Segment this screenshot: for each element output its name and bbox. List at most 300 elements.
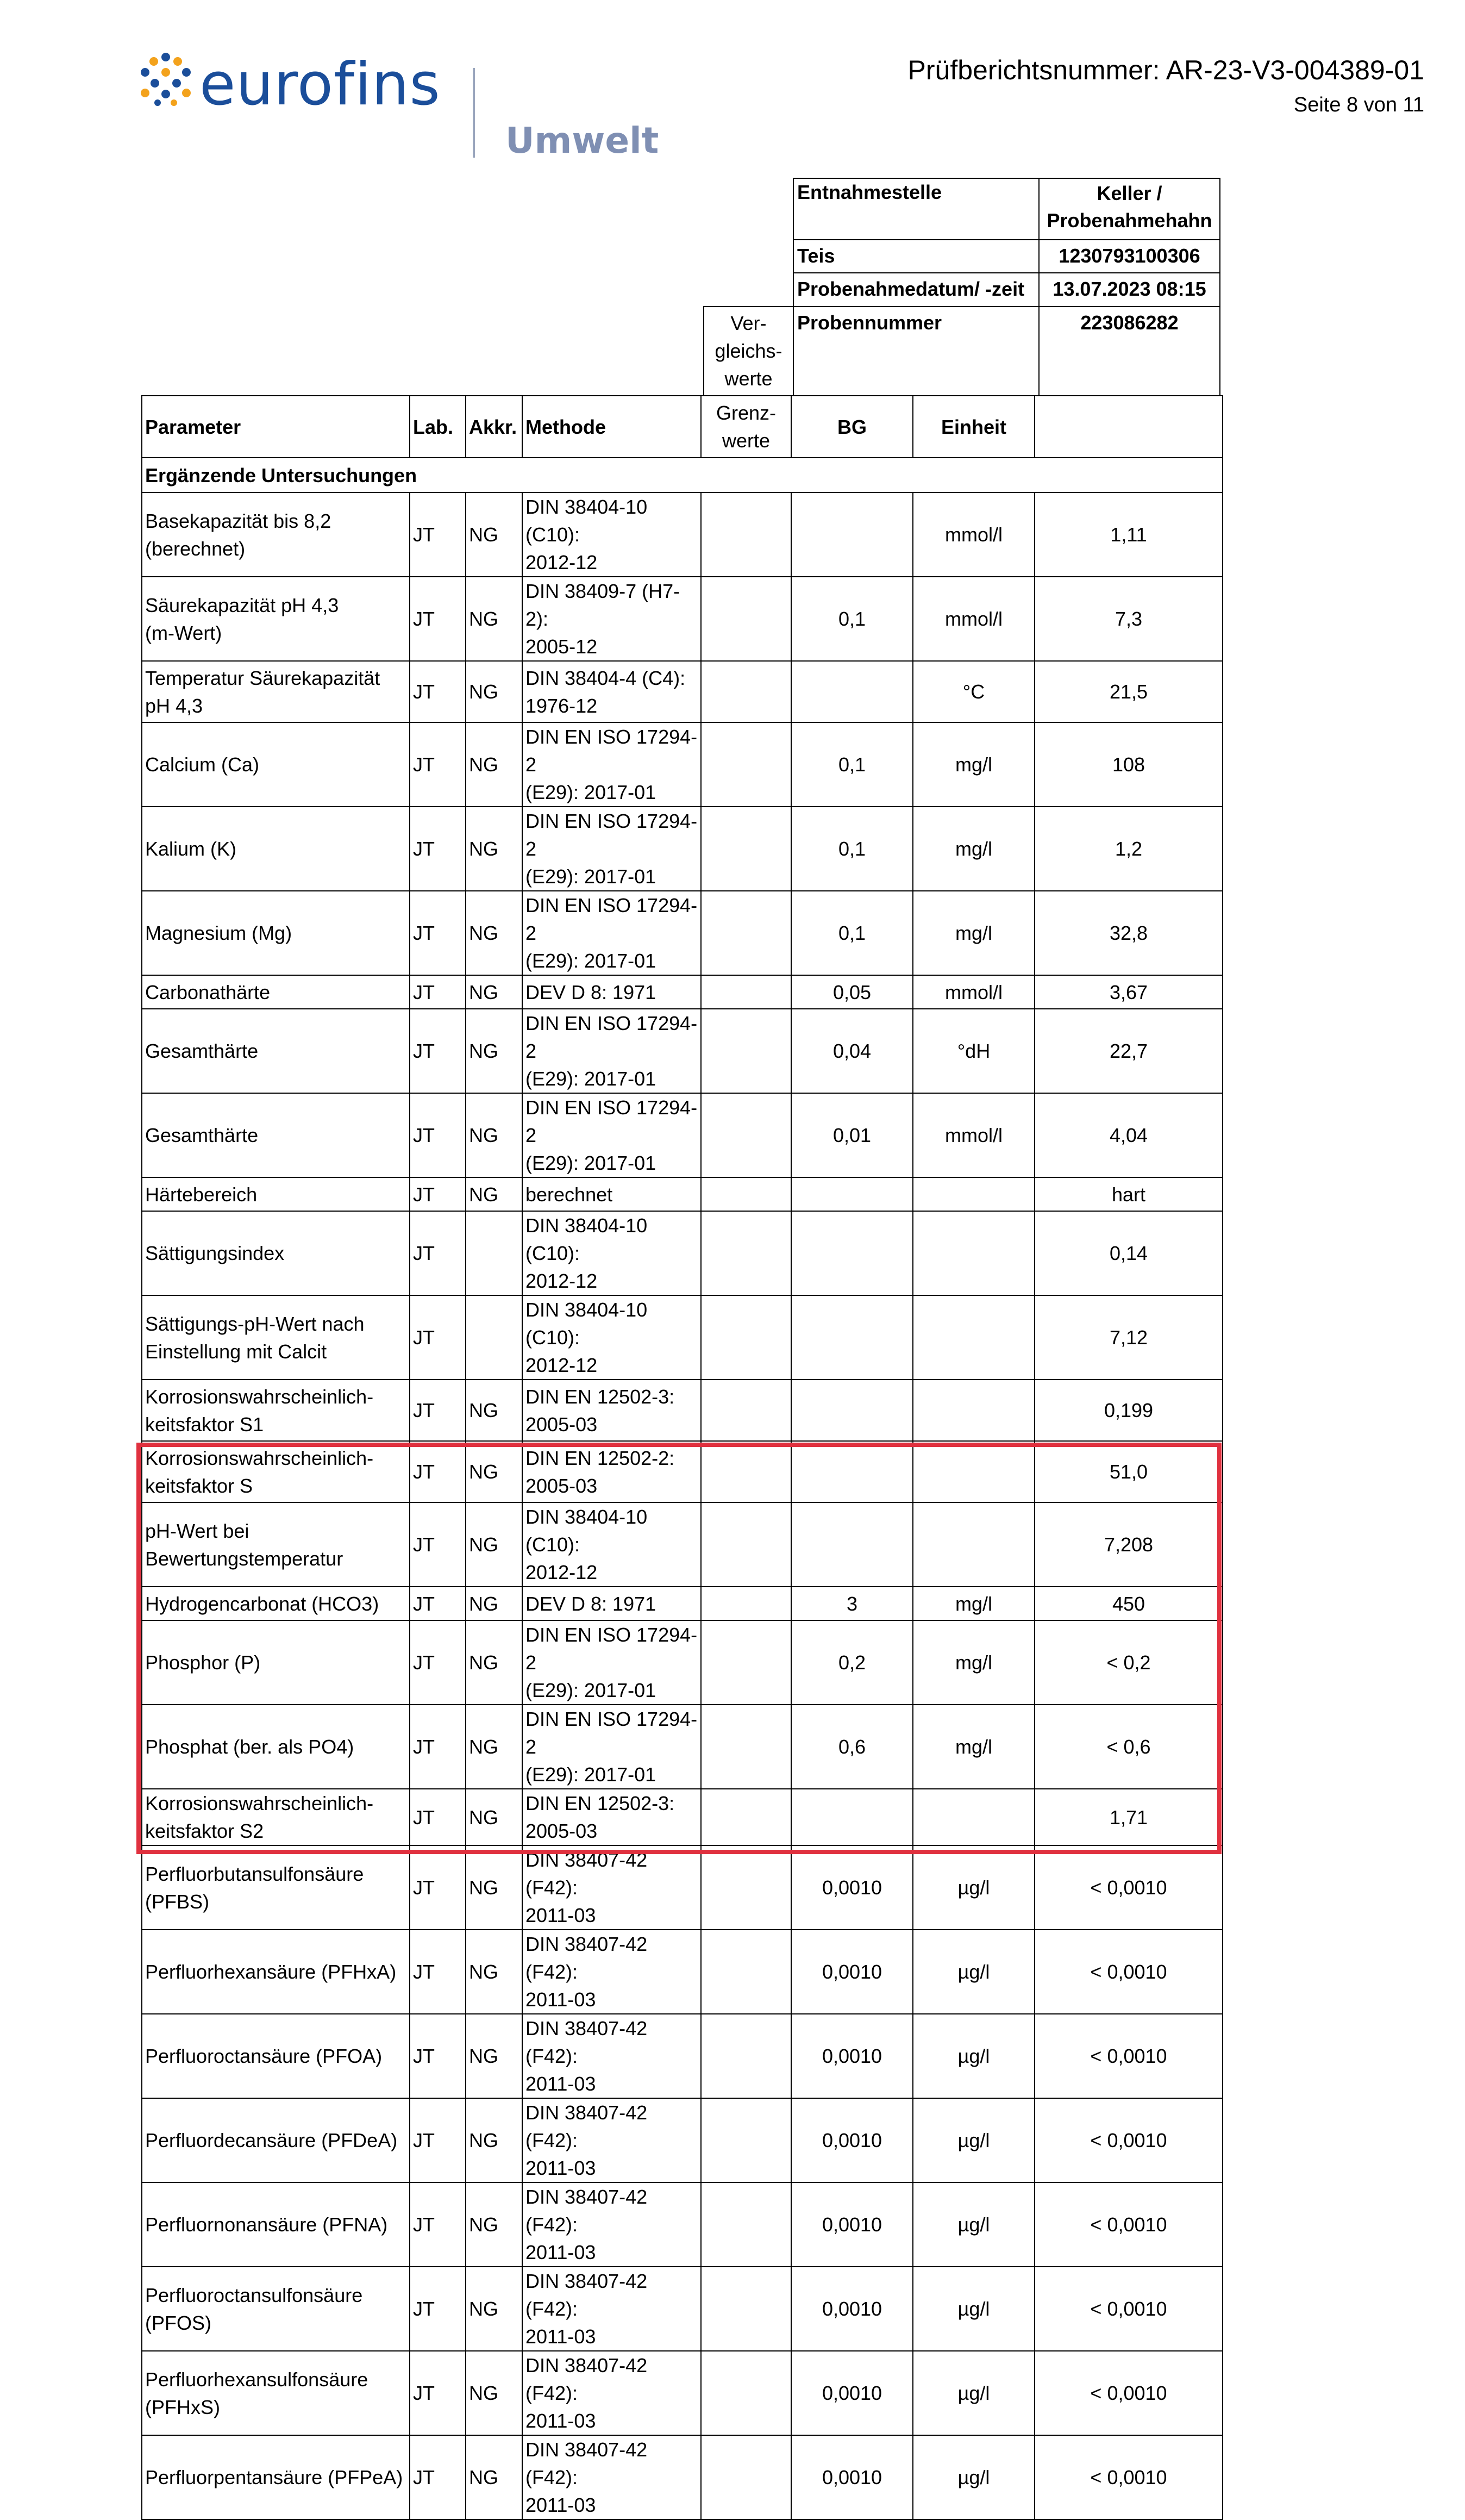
method-line1: DIN 38404-10 (C10): xyxy=(525,496,648,546)
header-grenzwerte xyxy=(701,396,791,458)
results-table xyxy=(141,395,1223,2520)
table-row xyxy=(142,1845,1223,1930)
table-row xyxy=(142,1441,1223,1502)
unit-cell: °C xyxy=(913,661,1035,722)
unit-cell: µg/l xyxy=(913,2098,1035,2182)
unit-cell: µg/l xyxy=(913,2435,1035,2519)
grenzwert-cell xyxy=(701,1211,791,1295)
method-line2: 2012-12 xyxy=(525,1270,598,1292)
parameter-cell xyxy=(142,577,410,661)
bg-cell: 0,04 xyxy=(791,1009,913,1093)
probennummer-value: 223086282 xyxy=(1038,306,1220,395)
akkr-cell: NG xyxy=(466,1441,522,1502)
lab-cell: JT xyxy=(410,1177,466,1211)
bg-cell: 0,0010 xyxy=(791,2267,913,2351)
akkr-cell: NG xyxy=(466,2014,522,2098)
grenzwert-cell xyxy=(701,1009,791,1093)
report-number: Prüfberichtsnummer: AR-23-V3-004389-01 xyxy=(907,55,1424,85)
eurofins-dots-icon xyxy=(139,52,193,106)
method-line1: DIN 38407-42 (F42): xyxy=(525,2438,648,2488)
akkr-cell: NG xyxy=(466,1930,522,2014)
parameter-name: Perfluoroctansäure (PFOA) xyxy=(145,2045,383,2067)
akkr-cell: NG xyxy=(466,1845,522,1930)
eurofins-logo xyxy=(139,51,659,166)
unit-cell: µg/l xyxy=(913,2014,1035,2098)
grenzwert-cell xyxy=(701,891,791,975)
table-row xyxy=(142,577,1223,661)
method-line1: DIN EN ISO 17294-2 xyxy=(525,726,698,776)
table-row xyxy=(142,1705,1223,1789)
lab-cell: JT xyxy=(410,1587,466,1620)
results-table-body xyxy=(142,396,1223,2519)
unit-cell: µg/l xyxy=(913,1845,1035,1930)
unit-cell: °dH xyxy=(913,1009,1035,1093)
akkr-cell: NG xyxy=(466,577,522,661)
bg-cell: 0,1 xyxy=(791,891,913,975)
parameter-name: Perfluorpentansäure (PFPeA) xyxy=(145,2466,403,2488)
parameter-cell xyxy=(142,1587,410,1620)
unit-cell: mmol/l xyxy=(913,492,1035,577)
parameter-name: Temperatur Säurekapazität xyxy=(145,666,380,689)
method-cell xyxy=(522,1930,701,2014)
parameter-name: Korrosionswahrscheinlich- xyxy=(145,1385,374,1408)
bg-cell: 0,0010 xyxy=(791,2014,913,2098)
lab-cell: JT xyxy=(410,2098,466,2182)
akkr-cell: NG xyxy=(466,1502,522,1587)
parameter-name-line2: Einstellung mit Calcit xyxy=(145,1340,327,1363)
method-cell xyxy=(522,2435,701,2519)
method-line1: berechnet xyxy=(525,1183,613,1206)
entnahmestelle-label: Entnahmestelle xyxy=(793,178,1038,239)
grenzwert-cell xyxy=(701,1620,791,1705)
akkr-cell: NG xyxy=(466,1380,522,1441)
table-row xyxy=(142,891,1223,975)
lab-cell: JT xyxy=(410,1705,466,1789)
parameter-name: Hydrogencarbonat (HCO3) xyxy=(145,1592,379,1615)
bg-cell: 0,2 xyxy=(791,1620,913,1705)
grenzwert-cell xyxy=(701,1845,791,1930)
parameter-cell xyxy=(142,1845,410,1930)
lab-cell: JT xyxy=(410,1930,466,2014)
method-line1: DEV D 8: 1971 xyxy=(525,1592,656,1615)
parameter-name: Phosphor (P) xyxy=(145,1651,261,1674)
table-row xyxy=(142,722,1223,807)
entnahmestelle-value-line1: Keller / xyxy=(1097,182,1162,204)
vergleichswerte-line2: gleichs- xyxy=(715,340,782,362)
parameter-cell xyxy=(142,807,410,891)
table-row xyxy=(142,2098,1223,2182)
akkr-cell: NG xyxy=(466,2435,522,2519)
method-cell xyxy=(522,975,701,1009)
unit-cell: mg/l xyxy=(913,891,1035,975)
parameter-name: Perfluorhexansulfonsäure xyxy=(145,2368,368,2391)
akkr-cell: NG xyxy=(466,492,522,577)
value-cell: 51,0 xyxy=(1035,1441,1223,1502)
grenzwert-cell xyxy=(701,2267,791,2351)
method-line1: DIN EN ISO 17294-2 xyxy=(525,1624,698,1674)
akkr-cell: NG xyxy=(466,1705,522,1789)
lab-cell: JT xyxy=(410,1620,466,1705)
parameter-cell xyxy=(142,1441,410,1502)
unit-cell xyxy=(913,1380,1035,1441)
grenzwert-cell xyxy=(701,975,791,1009)
method-line2: (E29): 2017-01 xyxy=(525,1152,656,1174)
parameter-name: Perfluoroctansulfonsäure xyxy=(145,2284,363,2306)
method-line2: 2011-03 xyxy=(525,2241,596,2263)
method-line2: 2011-03 xyxy=(525,2410,596,2432)
grenzwert-cell xyxy=(701,2014,791,2098)
method-line1: DIN 38409-7 (H7-2): xyxy=(525,580,680,630)
grenzwert-cell xyxy=(701,2351,791,2435)
parameter-cell xyxy=(142,1380,410,1441)
value-cell: 450 xyxy=(1035,1587,1223,1620)
table-row xyxy=(142,1211,1223,1295)
grenzwert-cell xyxy=(701,722,791,807)
parameter-name: Calcium (Ca) xyxy=(145,753,260,776)
bg-cell: 0,0010 xyxy=(791,2351,913,2435)
method-cell xyxy=(522,1211,701,1295)
value-cell: 4,04 xyxy=(1035,1093,1223,1177)
parameter-name: Gesamthärte xyxy=(145,1124,259,1146)
parameter-name: pH-Wert bei xyxy=(145,1519,249,1542)
vergleichswerte-header xyxy=(703,306,793,395)
bg-cell xyxy=(791,1211,913,1295)
parameter-cell xyxy=(142,975,410,1009)
teis-value: 1230793100306 xyxy=(1038,239,1220,272)
unit-cell xyxy=(913,1789,1035,1845)
lab-cell: JT xyxy=(410,2435,466,2519)
parameter-cell xyxy=(142,2014,410,2098)
value-cell: 7,3 xyxy=(1035,577,1223,661)
lab-cell: JT xyxy=(410,1295,466,1380)
table-row xyxy=(142,1380,1223,1441)
bg-cell xyxy=(791,1502,913,1587)
lab-cell: JT xyxy=(410,1845,466,1930)
value-cell: < 0,0010 xyxy=(1035,2182,1223,2267)
value-cell: 3,67 xyxy=(1035,975,1223,1009)
bg-cell xyxy=(791,1177,913,1211)
value-cell: 1,2 xyxy=(1035,807,1223,891)
value-cell: < 0,0010 xyxy=(1035,1930,1223,2014)
parameter-cell xyxy=(142,1705,410,1789)
lab-cell: JT xyxy=(410,1441,466,1502)
parameter-name: Phosphat (ber. als PO4) xyxy=(145,1736,354,1758)
logo-wordmark: eurofins xyxy=(199,51,441,118)
method-cell xyxy=(522,1380,701,1441)
header-bg: BG xyxy=(791,396,913,458)
akkr-cell: NG xyxy=(466,1009,522,1093)
value-cell: 7,208 xyxy=(1035,1502,1223,1587)
unit-cell: µg/l xyxy=(913,2351,1035,2435)
method-line1: DIN 38404-4 (C4): xyxy=(525,666,686,689)
bg-cell: 0,0010 xyxy=(791,2182,913,2267)
parameter-cell xyxy=(142,2351,410,2435)
method-line2: 1976-12 xyxy=(525,694,598,717)
value-cell: < 0,0010 xyxy=(1035,2267,1223,2351)
value-cell: 22,7 xyxy=(1035,1009,1223,1093)
parameter-name: Carbonathärte xyxy=(145,981,271,1003)
page-number: Seite 8 von 11 xyxy=(1293,93,1424,116)
method-line2: 2012-12 xyxy=(525,1561,598,1583)
parameter-cell xyxy=(142,2435,410,2519)
section-row xyxy=(142,458,1223,492)
parameter-name: Basekapazität bis 8,2 xyxy=(145,509,331,532)
bg-cell xyxy=(791,661,913,722)
table-row xyxy=(142,1930,1223,2014)
header-lab: Lab. xyxy=(410,396,466,458)
lab-cell: JT xyxy=(410,1502,466,1587)
method-cell xyxy=(522,492,701,577)
table-row xyxy=(142,1587,1223,1620)
parameter-cell xyxy=(142,2098,410,2182)
method-cell xyxy=(522,2267,701,2351)
bg-cell: 0,0010 xyxy=(791,2435,913,2519)
bg-cell: 0,1 xyxy=(791,577,913,661)
logo-divider xyxy=(473,68,475,158)
method-line2: (E29): 2017-01 xyxy=(525,865,656,888)
unit-cell: mg/l xyxy=(913,807,1035,891)
lab-cell: JT xyxy=(410,1211,466,1295)
parameter-cell xyxy=(142,492,410,577)
table-row xyxy=(142,975,1223,1009)
parameter-cell xyxy=(142,1211,410,1295)
grenzwert-cell xyxy=(701,1093,791,1177)
parameter-name: Sättigungsindex xyxy=(145,1242,285,1264)
parameter-cell xyxy=(142,2267,410,2351)
method-line1: DIN EN 12502-3: 2005-03 xyxy=(525,1385,675,1436)
method-cell xyxy=(522,1789,701,1845)
lab-cell: JT xyxy=(410,1009,466,1093)
unit-cell xyxy=(913,1211,1035,1295)
unit-cell xyxy=(913,1502,1035,1587)
parameter-cell xyxy=(142,722,410,807)
unit-cell: mg/l xyxy=(913,722,1035,807)
method-line1: DIN EN 12502-3: 2005-03 xyxy=(525,1792,675,1842)
lab-cell: JT xyxy=(410,722,466,807)
akkr-cell: NG xyxy=(466,2098,522,2182)
value-cell: 1,11 xyxy=(1035,492,1223,577)
parameter-name: Korrosionswahrscheinlich- xyxy=(145,1792,374,1814)
table-row xyxy=(142,1502,1223,1587)
unit-cell: mg/l xyxy=(913,1587,1035,1620)
parameter-name-line2: (PFHxS) xyxy=(145,2396,220,2418)
parameter-name-line2: keitsfaktor S xyxy=(145,1474,253,1497)
bg-cell: 3 xyxy=(791,1587,913,1620)
lab-cell: JT xyxy=(410,1093,466,1177)
grenzwert-cell xyxy=(701,1587,791,1620)
table-row xyxy=(142,2267,1223,2351)
bg-cell xyxy=(791,1295,913,1380)
bg-cell: 0,0010 xyxy=(791,1845,913,1930)
table-row xyxy=(142,2351,1223,2435)
bg-cell: 0,1 xyxy=(791,807,913,891)
method-line2: 2012-12 xyxy=(525,1354,598,1376)
method-line1: DIN 38404-10 (C10): xyxy=(525,1299,648,1349)
method-cell xyxy=(522,1845,701,1930)
parameter-name: Härtebereich xyxy=(145,1183,258,1206)
header-value xyxy=(1035,396,1223,458)
akkr-cell: NG xyxy=(466,1789,522,1845)
method-line2: (E29): 2017-01 xyxy=(525,1679,656,1701)
teis-label: Teis xyxy=(793,239,1038,272)
parameter-name-line2: keitsfaktor S2 xyxy=(145,1820,264,1842)
method-cell xyxy=(522,577,701,661)
unit-cell: µg/l xyxy=(913,2182,1035,2267)
value-cell: < 0,0010 xyxy=(1035,2435,1223,2519)
bg-cell xyxy=(791,1789,913,1845)
table-row xyxy=(142,2435,1223,2519)
grenzwert-cell xyxy=(701,2098,791,2182)
grenzwert-cell xyxy=(701,1295,791,1380)
parameter-name-line2: (PFOS) xyxy=(145,2311,211,2334)
method-line2: (E29): 2017-01 xyxy=(525,950,656,972)
table-header-row xyxy=(142,396,1223,458)
parameter-cell xyxy=(142,1009,410,1093)
bg-cell: 0,6 xyxy=(791,1705,913,1789)
method-line1: DIN 38407-42 (F42): xyxy=(525,1933,648,1983)
akkr-cell: NG xyxy=(466,1093,522,1177)
method-line1: DIN 38407-42 (F42): xyxy=(525,2101,648,2151)
bg-cell: 0,0010 xyxy=(791,2098,913,2182)
parameter-name-line2: (berechnet) xyxy=(145,537,246,560)
bg-cell: 0,1 xyxy=(791,722,913,807)
akkr-cell: NG xyxy=(466,975,522,1009)
method-line2: 2011-03 xyxy=(525,2073,596,2095)
method-cell xyxy=(522,891,701,975)
value-cell: 0,199 xyxy=(1035,1380,1223,1441)
akkr-cell: NG xyxy=(466,661,522,722)
method-line1: DIN 38407-42 (F42): xyxy=(525,2186,648,2236)
grenzwert-cell xyxy=(701,1502,791,1587)
bg-cell: 0,0010 xyxy=(791,1930,913,2014)
method-line2: 2011-03 xyxy=(525,2157,596,2179)
unit-cell: mmol/l xyxy=(913,577,1035,661)
value-cell: hart xyxy=(1035,1177,1223,1211)
value-cell: 7,12 xyxy=(1035,1295,1223,1380)
method-cell xyxy=(522,1295,701,1380)
grenzwert-cell xyxy=(701,1930,791,2014)
table-row xyxy=(142,1789,1223,1845)
probenahmedatum-label: Probenahmedatum/ -zeit xyxy=(793,272,1038,306)
parameter-name: Perfluorbutansulfonsäure xyxy=(145,1862,364,1885)
entnahmestelle-value xyxy=(1038,178,1220,239)
parameter-cell xyxy=(142,1177,410,1211)
method-line2: 2005-12 xyxy=(525,635,598,658)
parameter-cell xyxy=(142,1502,410,1587)
method-cell xyxy=(522,722,701,807)
value-cell: 0,14 xyxy=(1035,1211,1223,1295)
unit-cell xyxy=(913,1177,1035,1211)
header-parameter: Parameter xyxy=(142,396,410,458)
parameter-cell xyxy=(142,1620,410,1705)
method-line2: 2011-03 xyxy=(525,1988,596,2011)
unit-cell: mmol/l xyxy=(913,1093,1035,1177)
method-line1: DIN EN ISO 17294-2 xyxy=(525,1096,698,1146)
parameter-cell xyxy=(142,2182,410,2267)
parameter-cell xyxy=(142,1930,410,2014)
method-line1: DIN 38407-42 (F42): xyxy=(525,2270,648,2320)
lab-cell: JT xyxy=(410,2014,466,2098)
parameter-name: Säurekapazität pH 4,3 xyxy=(145,594,339,616)
value-cell: < 0,6 xyxy=(1035,1705,1223,1789)
method-cell xyxy=(522,2182,701,2267)
value-cell: < 0,0010 xyxy=(1035,2098,1223,2182)
method-cell xyxy=(522,2014,701,2098)
parameter-cell xyxy=(142,1789,410,1845)
parameter-name-line2: (m-Wert) xyxy=(145,621,222,644)
method-line1: DIN EN ISO 17294-2 xyxy=(525,810,698,860)
unit-cell: µg/l xyxy=(913,1930,1035,2014)
bg-cell xyxy=(791,1441,913,1502)
grenzwert-cell xyxy=(701,2435,791,2519)
header-einheit: Einheit xyxy=(913,396,1035,458)
lab-cell: JT xyxy=(410,577,466,661)
parameter-name-line2: Bewertungstemperatur xyxy=(145,1547,343,1570)
method-line2: 2012-12 xyxy=(525,551,598,573)
section-title: Ergänzende Untersuchungen xyxy=(142,458,1223,492)
grenzwert-cell xyxy=(701,1705,791,1789)
lab-cell: JT xyxy=(410,2267,466,2351)
method-cell xyxy=(522,1620,701,1705)
lab-cell: JT xyxy=(410,1789,466,1845)
bg-cell: 0,05 xyxy=(791,975,913,1009)
parameter-name-line2: pH 4,3 xyxy=(145,694,203,717)
parameter-cell xyxy=(142,1093,410,1177)
method-line1: DIN EN ISO 17294-2 xyxy=(525,1012,698,1062)
probennummer-label: Probennummer xyxy=(793,306,1038,395)
parameter-name: Sättigungs-pH-Wert nach xyxy=(145,1312,365,1335)
header-grenzwerte-line1: Grenz- xyxy=(716,402,777,424)
method-line1: DIN EN 12502-2: 2005-03 xyxy=(525,1446,675,1497)
value-cell: 108 xyxy=(1035,722,1223,807)
grenzwert-cell xyxy=(701,1380,791,1441)
method-cell xyxy=(522,661,701,722)
akkr-cell: NG xyxy=(466,2182,522,2267)
parameter-name-line2: (PFBS) xyxy=(145,1890,210,1913)
akkr-cell: NG xyxy=(466,2351,522,2435)
method-line2: 2011-03 xyxy=(525,2325,596,2348)
method-cell xyxy=(522,1177,701,1211)
vergleichswerte-line1: Ver- xyxy=(730,312,767,334)
lab-cell: JT xyxy=(410,2182,466,2267)
method-cell xyxy=(522,1009,701,1093)
method-cell xyxy=(522,1502,701,1587)
table-row xyxy=(142,661,1223,722)
lab-cell: JT xyxy=(410,1380,466,1441)
lab-cell: JT xyxy=(410,2351,466,2435)
akkr-cell xyxy=(466,1211,522,1295)
table-row xyxy=(142,2014,1223,2098)
table-row xyxy=(142,1295,1223,1380)
method-line1: DIN 38404-10 (C10): xyxy=(525,1506,648,1556)
header-akkr: Akkr. xyxy=(466,396,522,458)
bg-cell xyxy=(791,1380,913,1441)
unit-cell: mmol/l xyxy=(913,975,1035,1009)
akkr-cell: NG xyxy=(466,891,522,975)
parameter-cell xyxy=(142,1295,410,1380)
value-cell: 21,5 xyxy=(1035,661,1223,722)
method-line1: DIN 38407-42 (F42): xyxy=(525,2017,648,2067)
grenzwert-cell xyxy=(701,1441,791,1502)
method-cell xyxy=(522,2351,701,2435)
method-line2: (E29): 2017-01 xyxy=(525,1763,656,1786)
value-cell: < 0,0010 xyxy=(1035,2351,1223,2435)
grenzwert-cell xyxy=(701,492,791,577)
unit-cell: mg/l xyxy=(913,1705,1035,1789)
parameter-cell xyxy=(142,661,410,722)
lab-cell: JT xyxy=(410,891,466,975)
unit-cell: µg/l xyxy=(913,2267,1035,2351)
